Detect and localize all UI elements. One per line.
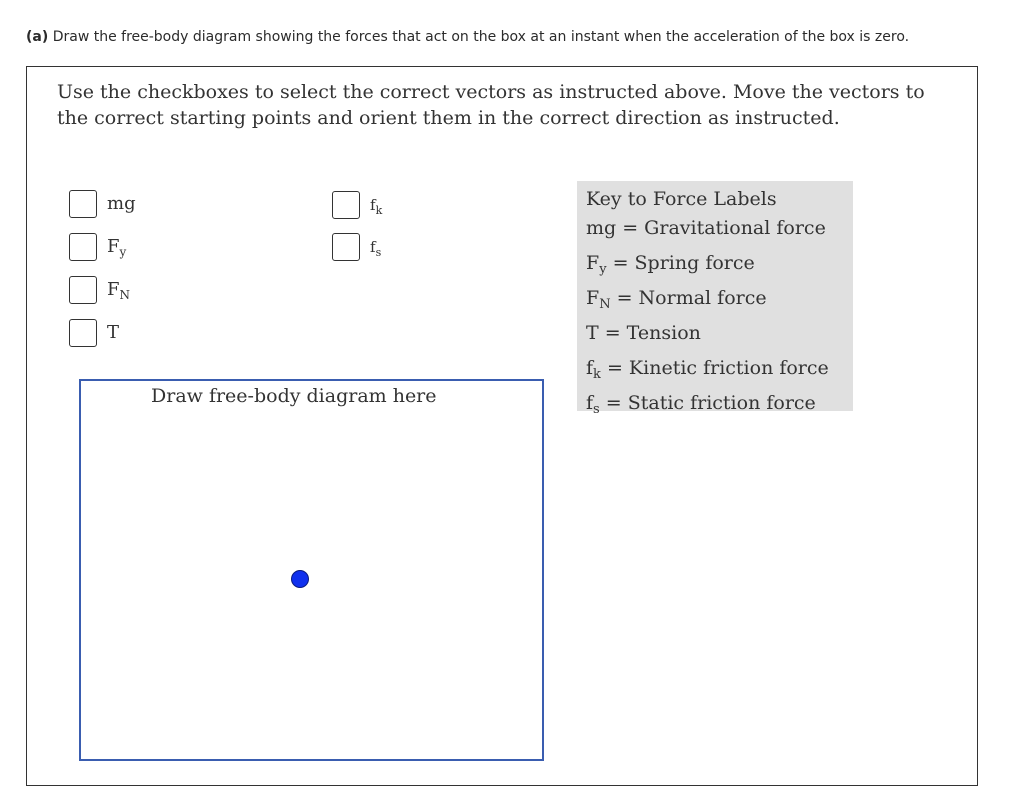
key-item: $F_N$ = Normal force (586, 287, 767, 312)
checkbox-label: T (107, 322, 120, 343)
force-label-key (577, 181, 853, 417)
force-diagram-applet (26, 66, 978, 786)
checkbox-box[interactable] (69, 233, 97, 261)
key-item: $f_k$ = Kinetic friction force (586, 357, 829, 382)
question-part: (a) (26, 29, 49, 45)
key-item: $F_y$ = Spring force (586, 252, 755, 277)
key-item: mg = Gravitational force (586, 217, 826, 239)
key-item: T = Tension (586, 322, 701, 344)
checkbox-box[interactable] (69, 276, 97, 304)
checkbox-label: $F_y$ (107, 236, 127, 259)
checkbox-box[interactable] (332, 191, 360, 219)
checkbox-mg[interactable] (69, 190, 136, 219)
checkbox-fk[interactable] (332, 191, 382, 221)
checkbox-label: $f_s$ (370, 238, 382, 259)
checkbox-fn[interactable] (69, 276, 130, 305)
checkbox-fs[interactable] (332, 233, 381, 263)
checkbox-box[interactable] (69, 190, 97, 218)
key-item: $f_s$ = Static friction force (586, 392, 816, 417)
checkbox-t[interactable] (69, 319, 119, 348)
checkbox-box[interactable] (69, 319, 97, 347)
key-title: Key to Force Labels (586, 188, 777, 210)
checkbox-label: mg (107, 193, 136, 214)
checkbox-box[interactable] (332, 233, 360, 261)
box-point-handle[interactable] (291, 570, 309, 588)
free-body-diagram-canvas[interactable] (79, 379, 544, 761)
checkbox-label: $f_k$ (370, 196, 383, 217)
question-body: Draw the free-body diagram showing the forces that act on the box at an instant when the acceleration of the box is zero. (48, 29, 910, 45)
applet-instructions: Use the checkboxes to select the correct vectors as instructed above. Move the vectors to the correct starting points and orient them in the correct direction as instructed. (57, 81, 925, 129)
checkbox-fy[interactable] (69, 233, 126, 262)
draw-area-title: Draw free-body diagram here (151, 385, 437, 407)
checkbox-label: $F_N$ (107, 279, 130, 302)
question-text (26, 29, 909, 45)
